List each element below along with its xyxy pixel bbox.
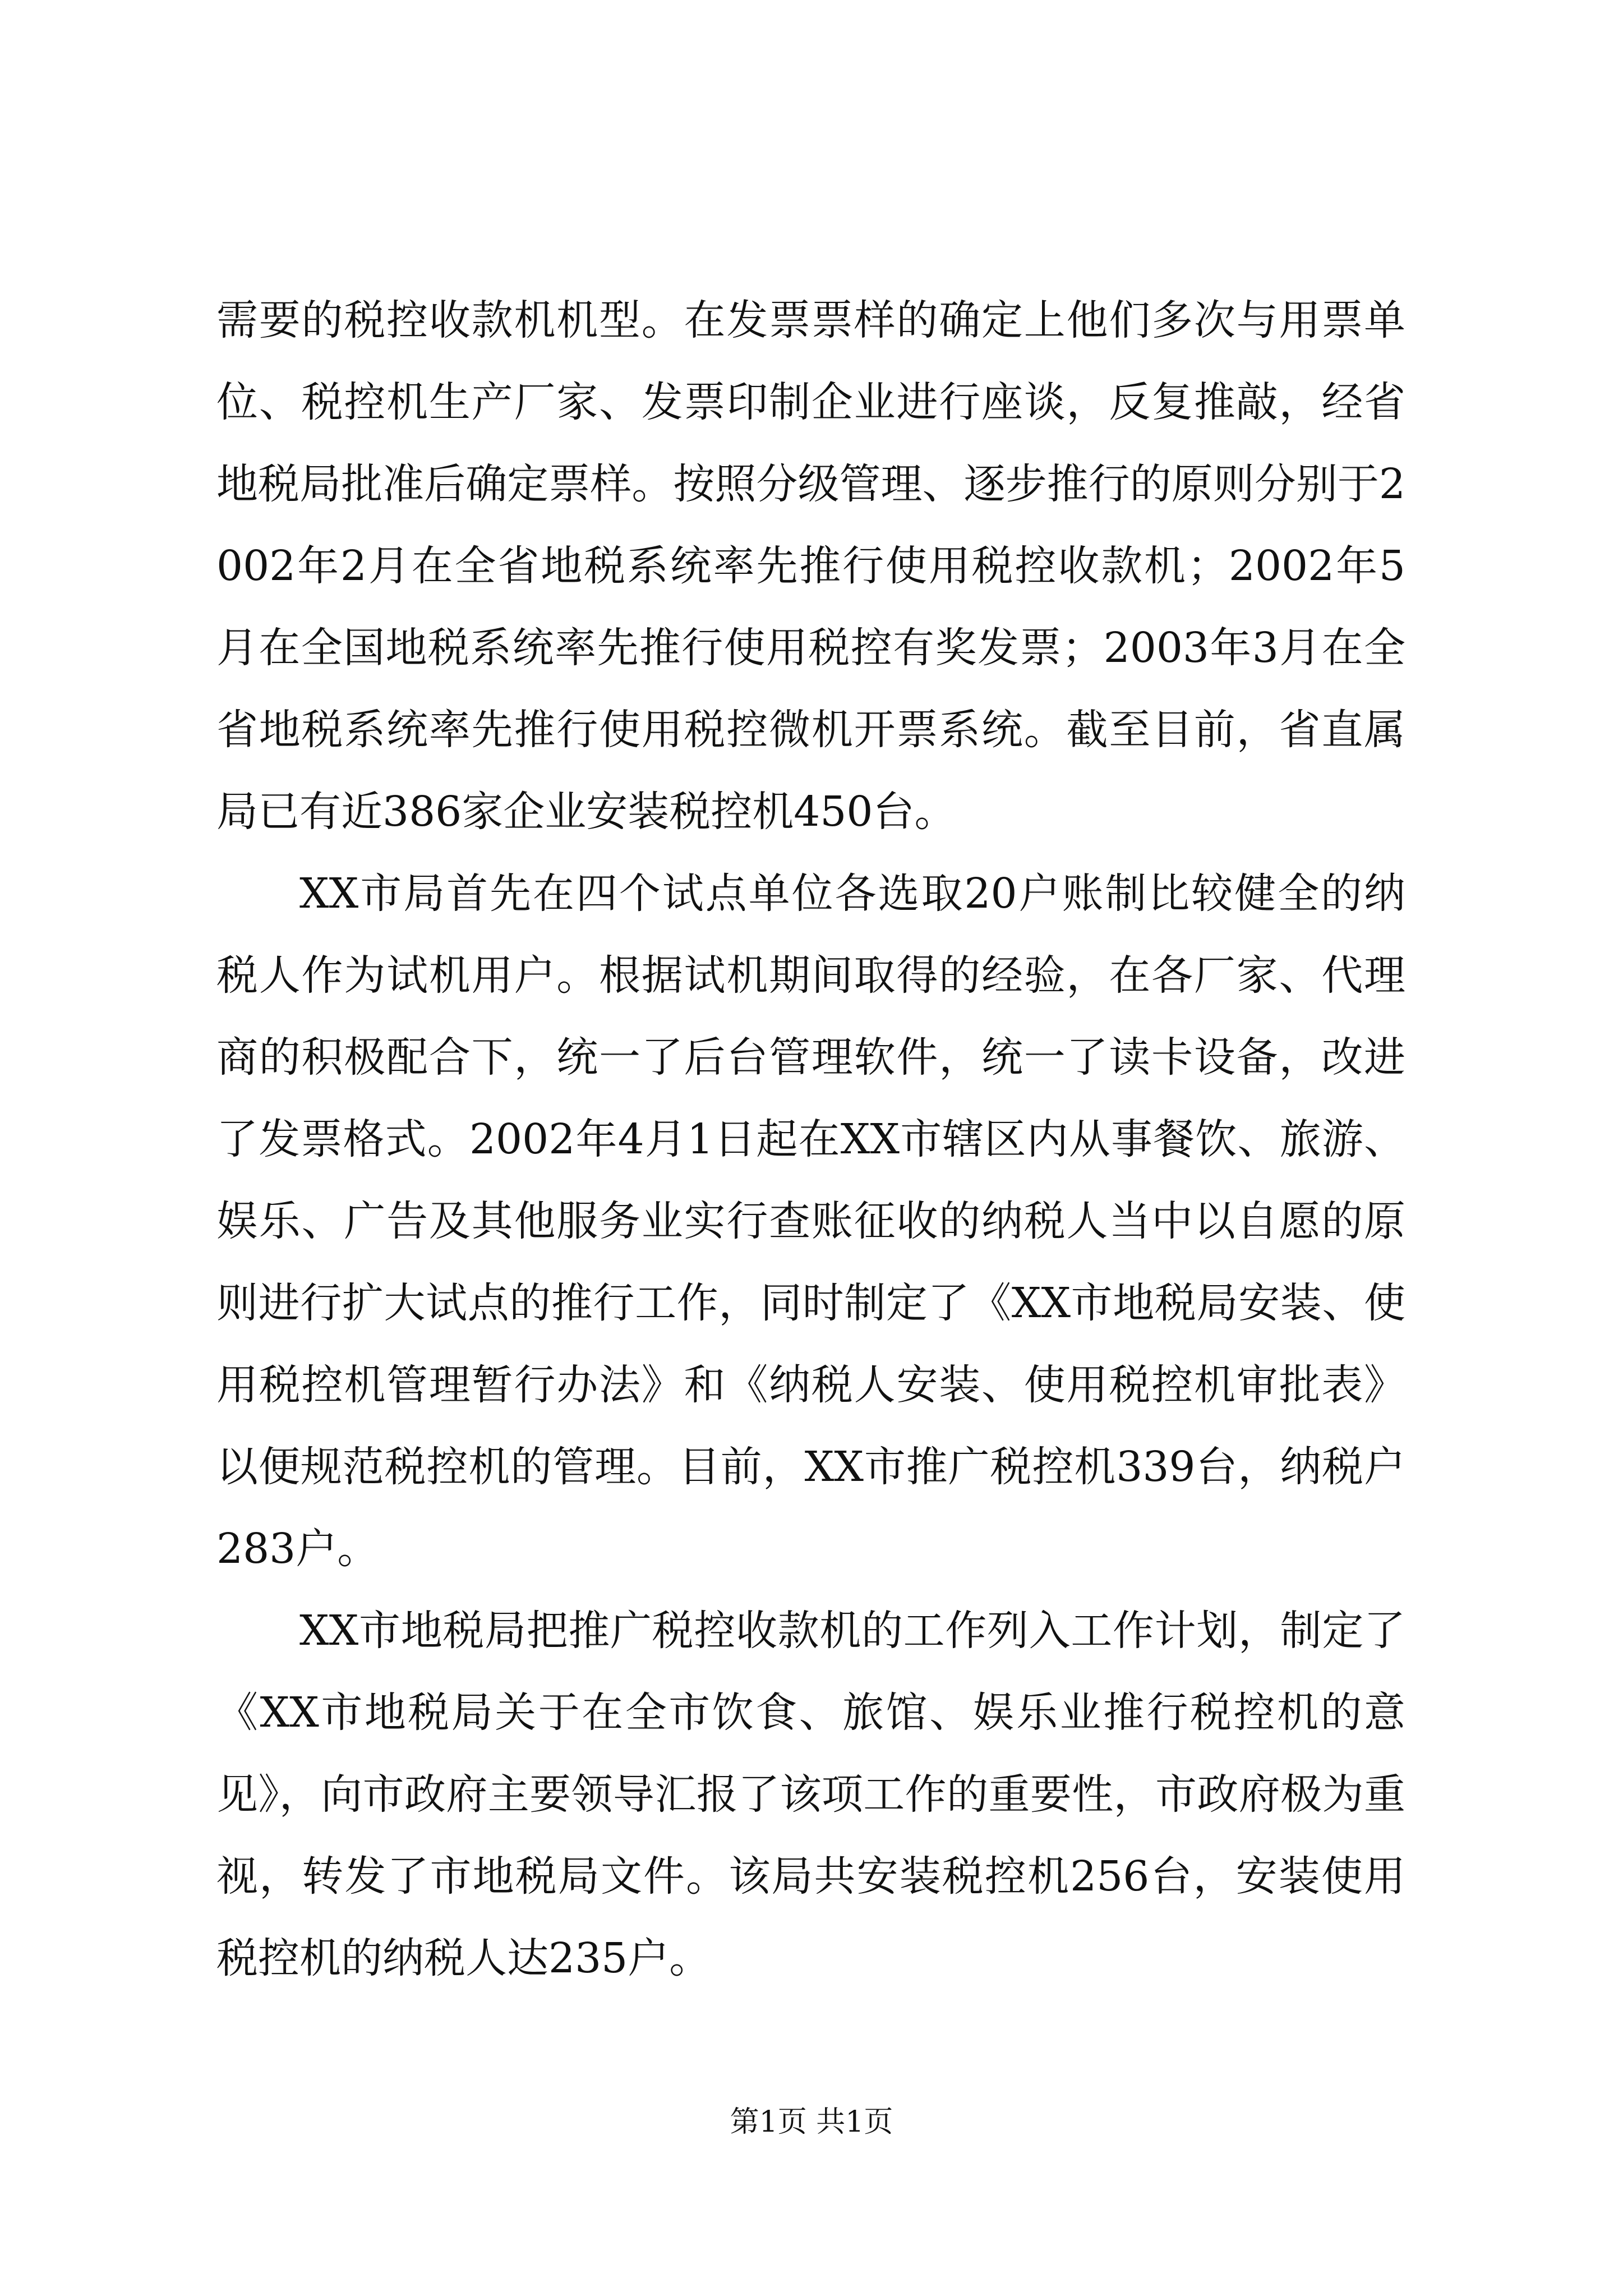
paragraph-continuation: 需要的税控收款机机型。在发票票样的确定上他们多次与用票单位、税控机生产厂家、发票印制企业进行座谈，反复推敲，经省地税局批准后确定票样。按照分级管理、逐步推行的原则分别于2002年2月在全省地税系统率先推行使用税控收款机；2002年5月在全国地税系统率先推行使用税控有奖发票；2003年3月在全省地税系统率先推行使用税控微机开票系统。截至目前，省直属局已有近386家企业安装税控机450台。 bbox=[216, 296, 1405, 836]
paragraph-xx-city-tax-plan: XX市地税局把推广税控收款机的工作列入工作计划，制定了《XX市地税局关于在全市饮食、旅馆、娱乐业推行税控机的意见》，向市政府主要领导汇报了该项工作的重要性，市政府极为重视，转发了市地税局文件。该局共安装税控机256台，安装使用税控机的纳税人达235户。 bbox=[216, 1607, 1405, 1982]
page-footer bbox=[0, 2102, 1623, 2142]
paragraph-xx-city-bureau-pilot: XX市局首先在四个试点单位各选取20户账制比较健全的纳税人作为试机用户。根据试机期间取得的经验，在各厂家、代理商的积极配合下，统一了后台管理软件，统一了读卡设备，改进了发票格式。2002年4月1日起在XX市辖区内从事餐饮、旅游、娱乐、广告及其他服务业实行查账征收的纳税人当中以自愿的原则进行扩大试点的推行工作，同时制定了《XX市地税局安装、使用税控机管理暂行办法》和《纳税人安装、使用税控机审批表》以便规范税控机的管理。目前，XX市推广税控机339台，纳税户283户。 bbox=[216, 869, 1405, 1573]
page-number: 第1页 共1页 bbox=[730, 2105, 893, 2139]
document-body bbox=[216, 279, 1405, 1999]
